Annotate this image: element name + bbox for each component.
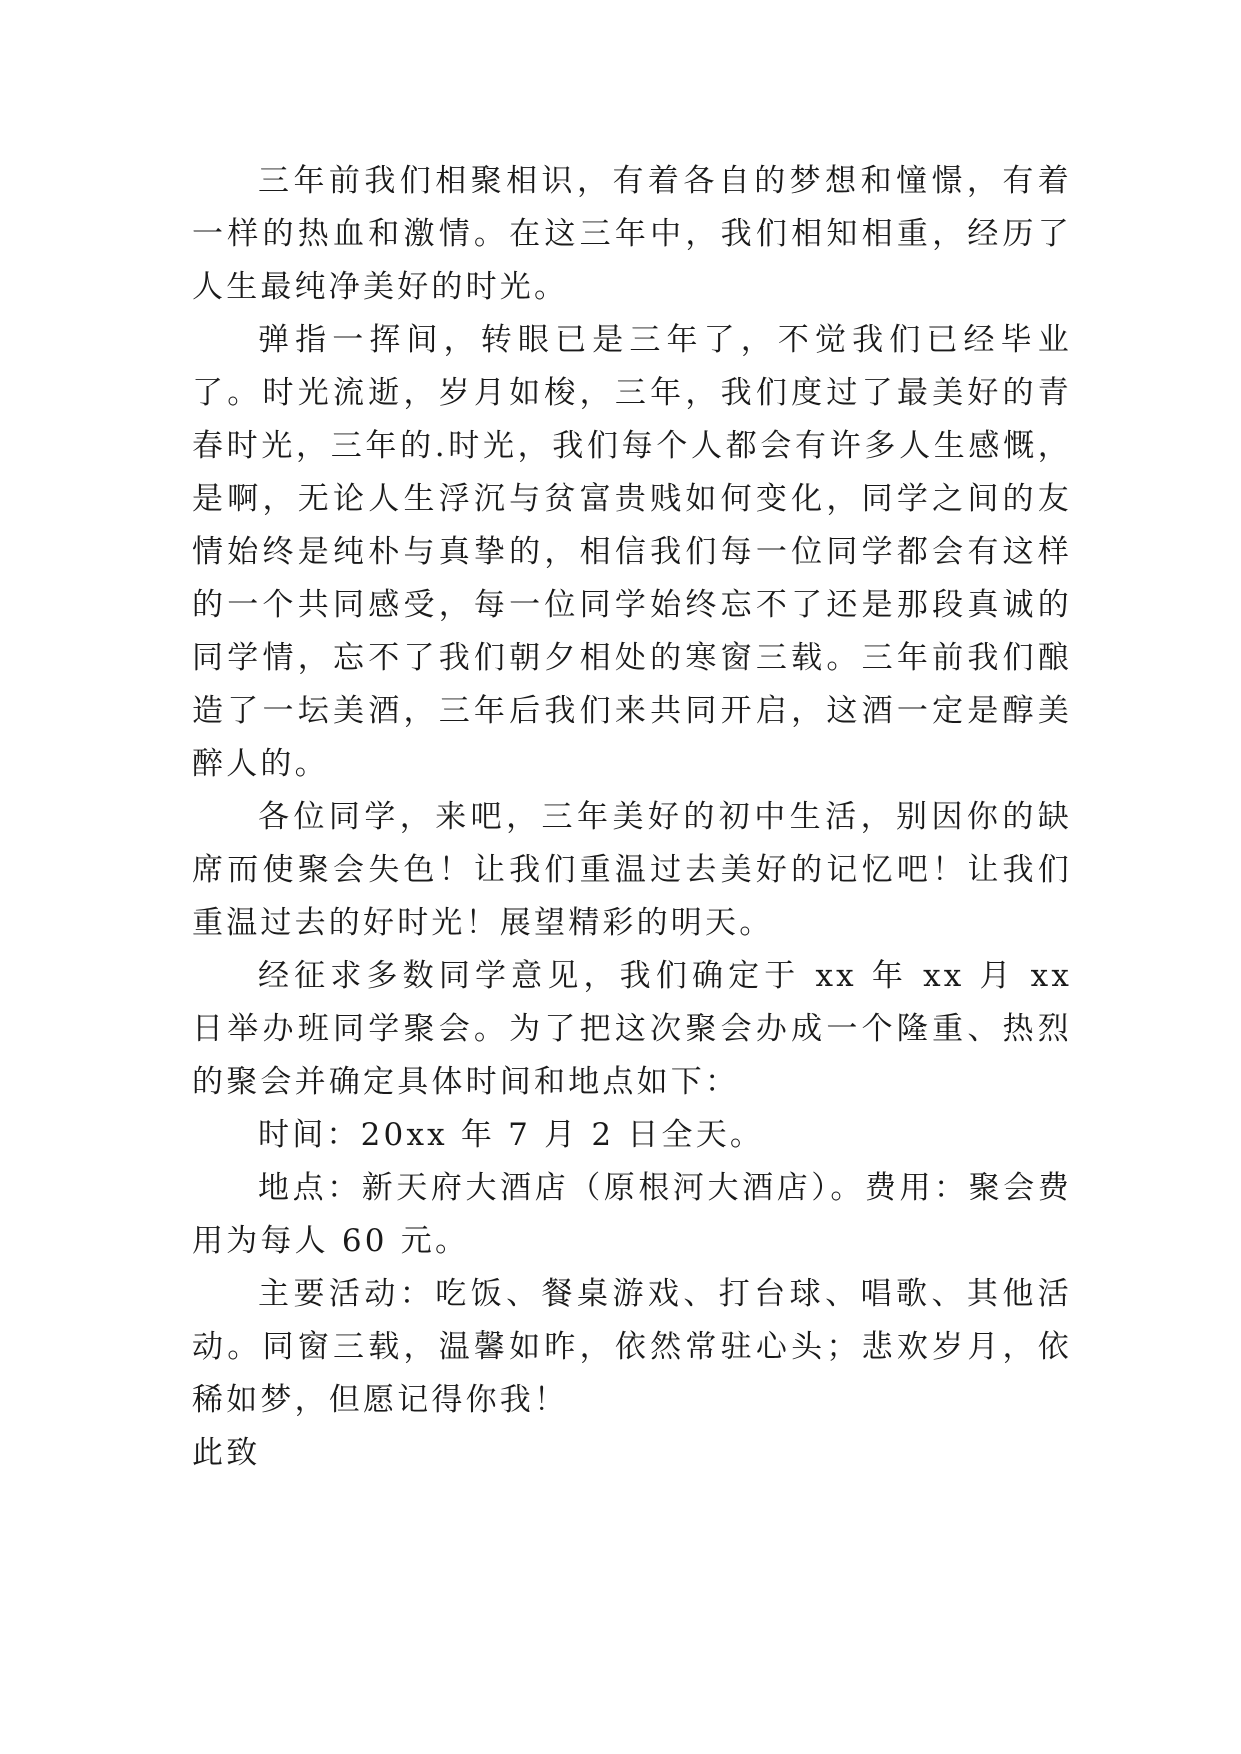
paragraph-time-passing: 弹指一挥间，转眼已是三年了，不觉我们已经毕业了。时光流逝，岁月如梭，三年，我们度过了最美好的青春时光，三年的.时光，我们每个人都会有许多人生感慨，是啊，无论人生浮沉与贫富贵贱如何变化，同学之间的友情始终是纯朴与真挚的，相信我们每一位同学都会有这样的一个共同感受，每一位同学始终忘不了还是那段真诚的同学情，忘不了我们朝夕相处的寒窗三载。三年前我们酿造了一坛美酒，三年后我们来共同开启，这酒一定是醇美醉人的。 bbox=[192, 322, 1072, 782]
paragraph-activities: 主要活动：吃饭、餐桌游戏、打台球、唱歌、其他活动。同窗三载，温馨如昨，依然常驻心头；悲欢岁月，依稀如梦，但愿记得你我！ bbox=[192, 1276, 1072, 1418]
letter-body bbox=[192, 155, 1072, 1480]
paragraph-location-fee: 地点：新天府大酒店（原根河大酒店）。费用：聚会费用为每人 60 元。 bbox=[192, 1170, 1072, 1259]
paragraph-time: 时间：20xx 年 7 月 2 日全天。 bbox=[258, 1117, 765, 1153]
paragraph-invitation: 各位同学，来吧，三年美好的初中生活，别因你的缺席而使聚会失色！让我们重温过去美好的记忆吧！让我们重温过去的好时光！展望精彩的明天。 bbox=[192, 799, 1072, 941]
closing-salutation: 此致 bbox=[192, 1435, 261, 1471]
paragraph-decision: 经征求多数同学意见，我们确定于 xx 年 xx 月 xx 日举办班同学聚会。为了把这次聚会办成一个隆重、热烈的聚会并确定具体时间和地点如下： bbox=[192, 958, 1072, 1100]
paragraph-reunion-memories: 三年前我们相聚相识，有着各自的梦想和憧憬，有着一样的热血和激情。在这三年中，我们相知相重，经历了人生最纯净美好的时光。 bbox=[192, 163, 1072, 305]
